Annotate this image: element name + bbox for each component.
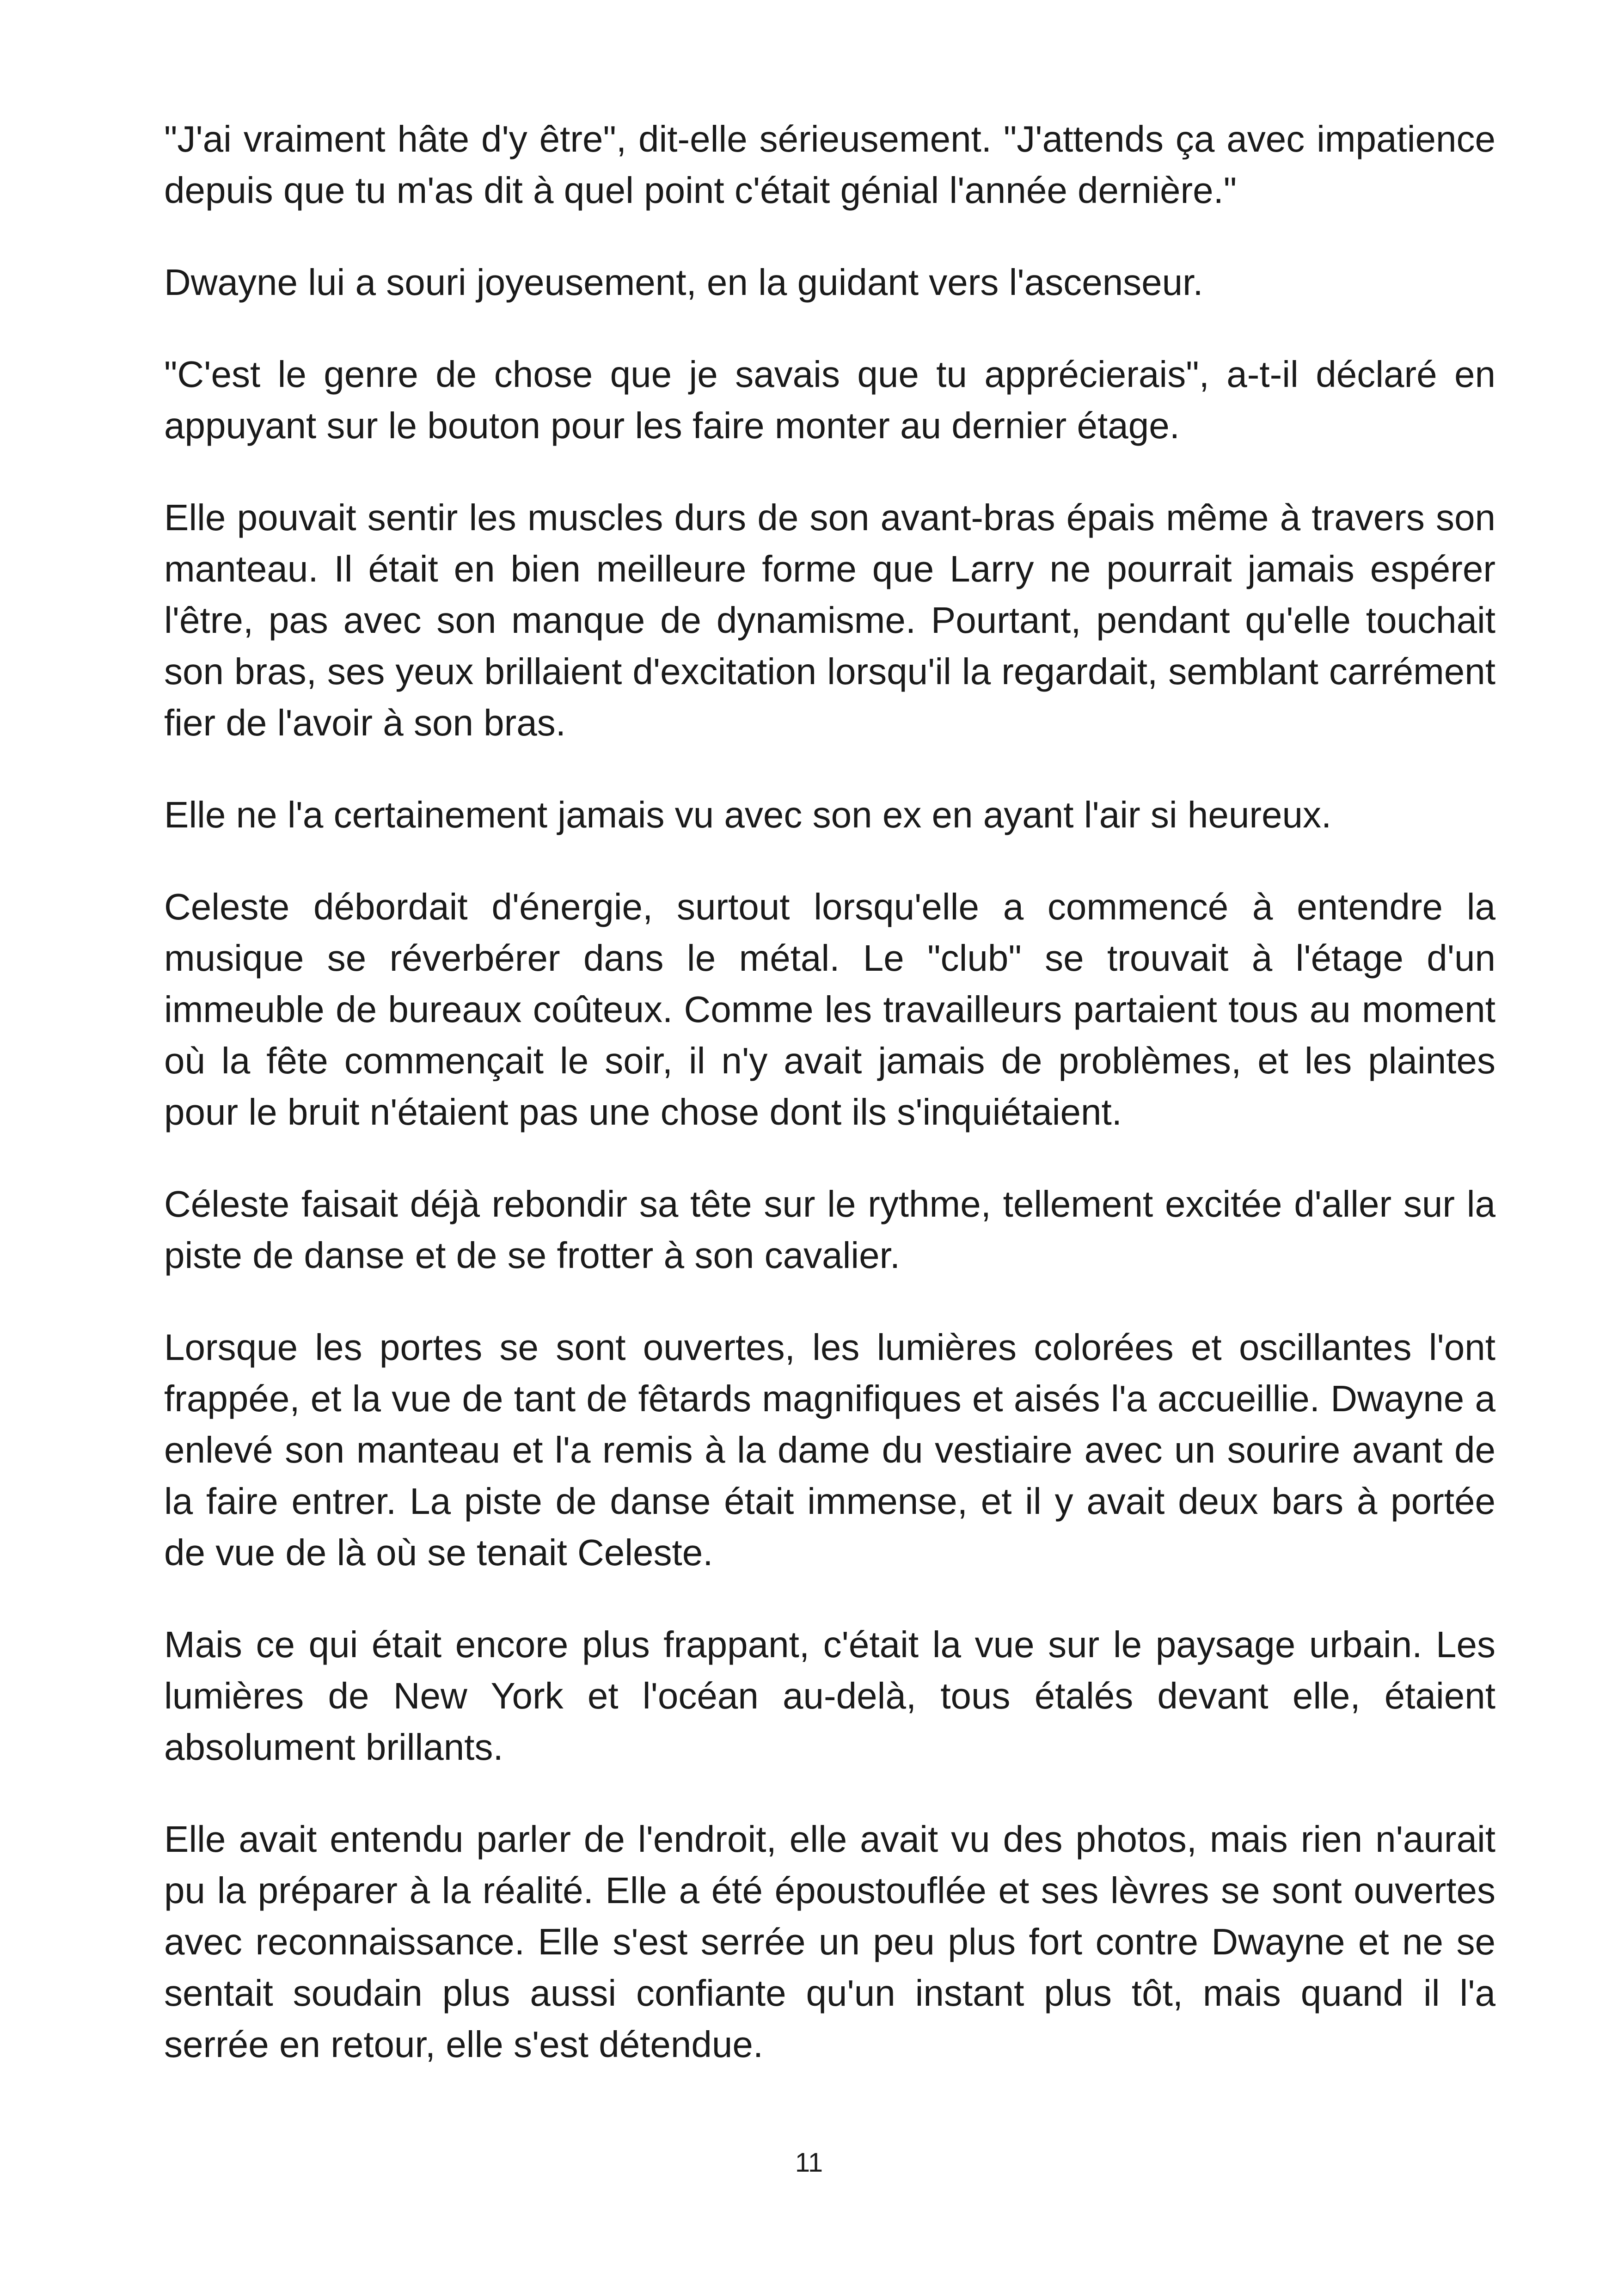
paragraph: Lorsque les portes se sont ouvertes, les lumières colorées et oscillantes l'ont frappée, et la vue de tant de fêtards magnifiques et aisés l'a accueillie. Dwayne a enlevé son manteau et l'a remis à la dame du vestiaire avec un sourire avant de la faire entrer. La piste de danse était immense, et il y avait deux bars à portée de vue de là où se tenait Celeste. xyxy=(164,1327,1495,1573)
paragraph: Céleste faisait déjà rebondir sa tête sur le rythme, tellement excitée d'aller sur la piste de danse et de se frotter à son cavalier. xyxy=(164,1183,1495,1276)
paragraph: Elle pouvait sentir les muscles durs de son avant-bras épais même à travers son manteau. Il était en bien meilleure forme que Larry ne pourrait jamais espérer l'être, pas avec son manque de dynamisme. Pourtant, pendant qu'elle touchait son bras, ses yeux brillaient d'excitation lorsqu'il la regardait, semblant carrément fier de l'avoir à son bras. xyxy=(164,497,1495,743)
paragraph: Elle avait entendu parler de l'endroit, elle avait vu des photos, mais rien n'aurait pu la préparer à la réalité. Elle a été époustouflée et ses lèvres se sont ouvertes avec reconnaissance. Elle s'est serrée un peu plus fort contre Dwayne et ne se sentait soudain plus aussi confiante qu'un instant plus tôt, mais quand il l'a serrée en retour, elle s'est détendue. xyxy=(164,1818,1495,2065)
paragraph: "J'ai vraiment hâte d'y être", dit-elle sérieusement. "J'attends ça avec impatience depuis que tu m'as dit à quel point c'était génial l'année dernière." xyxy=(164,118,1495,211)
paragraph: "C'est le genre de chose que je savais que tu apprécierais", a-t-il déclaré en appuyant sur le bouton pour les faire monter au dernier étage. xyxy=(164,354,1495,446)
paragraph: Mais ce qui était encore plus frappant, c'était la vue sur le paysage urbain. Les lumières de New York et l'océan au-delà, tous étalés devant elle, étaient absolument brillants. xyxy=(164,1624,1495,1768)
body-text xyxy=(164,113,1495,2111)
paragraph: Elle ne l'a certainement jamais vu avec son ex en ayant l'air si heureux. xyxy=(164,794,1332,835)
page-number: 11 xyxy=(795,2148,823,2178)
paragraph: Dwayne lui a souri joyeusement, en la guidant vers l'ascenseur. xyxy=(164,262,1203,303)
paragraph: Celeste débordait d'énergie, surtout lorsqu'elle a commencé à entendre la musique se réverbérer dans le métal. Le "club" se trouvait à l'étage d'un immeuble de bureaux coûteux. Comme les travailleurs partaient tous au moment où la fête commençait le soir, il n'y avait jamais de problèmes, et les plaintes pour le bruit n'étaient pas une chose dont ils s'inquiétaient. xyxy=(164,886,1495,1133)
